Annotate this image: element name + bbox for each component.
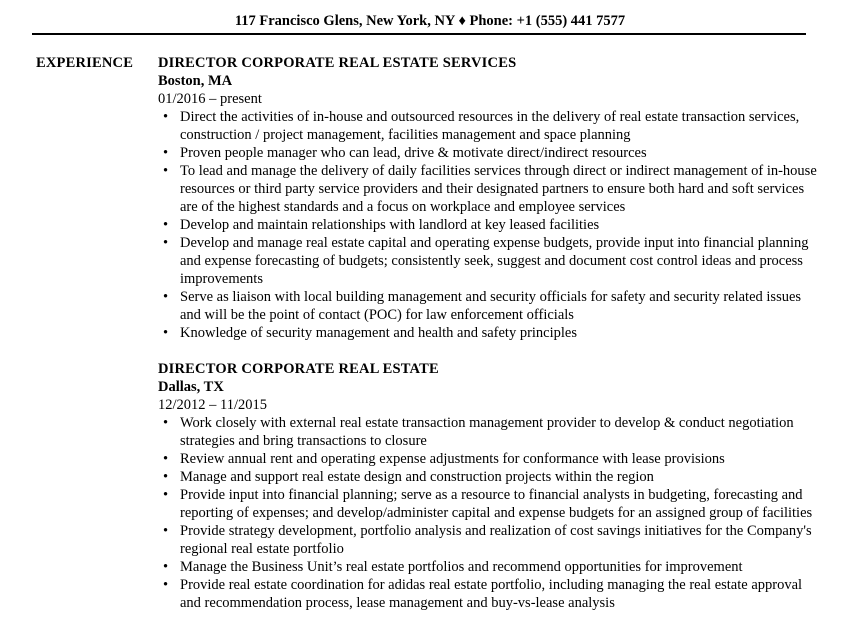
job-bullet: • Provide input into financial planning; serve as a resource to financial analysts in budgeting, forecasting and reporting of expenses; and develop/administer capital and expense budgets for an assigned group of facilities <box>180 486 818 522</box>
job-bullet: • Direct the activities of in-house and outsourced resources in the delivery of real estate transaction services, construction / project management, facilities management and space planning <box>180 108 818 144</box>
job-dates: 12/2012 – 11/2015 <box>158 397 268 413</box>
diamond-separator-icon: ♦ <box>458 13 466 29</box>
job-bullet: • Proven people manager who can lead, drive & motivate direct/indirect resources <box>180 144 818 162</box>
job-entry-2 <box>158 360 818 612</box>
job-bullet-list <box>158 414 818 612</box>
job-dates: 01/2016 – present <box>158 91 262 107</box>
job-bullet: • Review annual rent and operating expense adjustments for conformance with lease provisions <box>180 450 818 468</box>
experience-content <box>158 54 818 630</box>
job-bullet: • Manage the Business Unit’s real estate portfolios and recommend opportunities for improvement <box>180 558 818 576</box>
job-bullet: • Provide strategy development, portfolio analysis and realization of cost savings initiatives for the Company's regional real estate portfolio <box>180 522 818 558</box>
job-bullet: • Provide real estate coordination for adidas real estate portfolio, including managing the real estate approval and recommendation process, lease management and buy-vs-lease analysis <box>180 576 818 612</box>
address-text: 117 Francisco Glens, New York, NY <box>234 13 455 29</box>
job-bullet: • Work closely with external real estate transaction management provider to develop & conduct negotiation strategies and bring transactions to closure <box>180 414 818 450</box>
job-location: Dallas, TX <box>158 379 224 395</box>
phone-text: Phone: +1 (555) 441 7577 <box>469 13 626 29</box>
job-title: DIRECTOR CORPORATE REAL ESTATE <box>158 361 439 377</box>
job-bullet-list <box>158 108 818 342</box>
job-bullet: • To lead and manage the delivery of daily facilities services through direct or indirect management of in-house resources or third party service providers and their designated partners to ensure both hard and soft services are of the highest standards and a focus on workplace and employee services <box>180 162 818 216</box>
job-entry-1 <box>158 54 818 342</box>
job-location: Boston, MA <box>158 73 233 89</box>
job-bullet: • Manage and support real estate design and construction projects within the region <box>180 468 818 486</box>
job-bullet: • Develop and manage real estate capital and operating expense budgets, provide input into financial planning and expense forecasting of budgets; consistently seek, suggest and document cost control ideas and process improvements <box>180 234 818 288</box>
job-bullet: • Develop and maintain relationships with landlord at key leased facilities <box>180 216 818 234</box>
job-title: DIRECTOR CORPORATE REAL ESTATE SERVICES <box>158 55 517 71</box>
job-bullet: • Serve as liaison with local building management and security officials for safety and security related issues and will be the point of contact (POC) for law enforcement officials <box>180 288 818 324</box>
header-divider <box>32 33 806 35</box>
section-label-experience: EXPERIENCE <box>36 55 134 71</box>
job-bullet: • Knowledge of security management and health and safety principles <box>180 324 818 342</box>
contact-line <box>0 12 860 30</box>
